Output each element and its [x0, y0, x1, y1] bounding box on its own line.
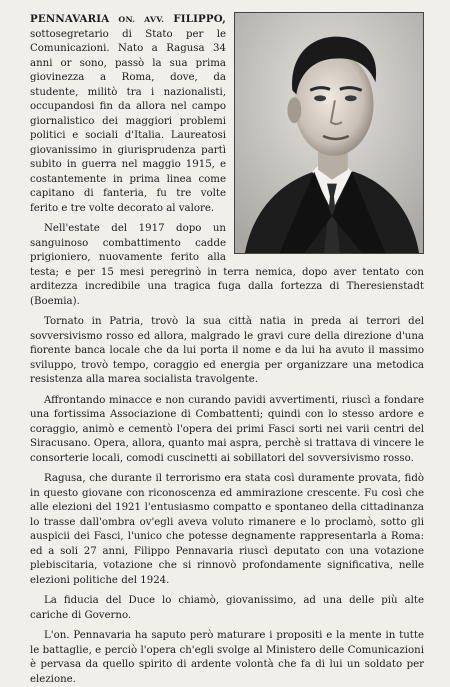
paragraph-7: L'on. Pennavaria ha saputo però maturare i propositi e la mente in tutte le battaglie, e perciò l'opera ch'egli svolge al Ministero delle Comunicazioni è pervasa da quello spirito di ardente volontà che fa di lui un soldato per elezione.: [30, 630, 424, 685]
name-given: FILIPPO,: [173, 13, 226, 25]
paragraph-6: La fiducia del Duce lo chiamò, giovanissimo, ad una delle più alte cariche di Governo.: [30, 595, 424, 621]
paragraph-4: Affrontando minacce e non curando pavidi avvertimenti, riuscì a fondare una fortissima Associazione di Combattenti; quindi con lo stesso ardore e coraggio, animò e cementò l'opera dei primi Fasci sorti nei varii centri del Siracusano. Opera, allora, quanto mai aspra, perchè si trattava di vincere le consorterie locali, comodi cuscinetti ai sobillatori del sovversivismo rosso.: [30, 394, 424, 464]
name-honorific: ON. AVV.: [118, 15, 165, 24]
paragraph-1-text: sottosegretario di Stato per le Comunicazioni. Nato a Ragusa 34 anni or sono, passò la sua prima giovinezza a Roma, dove, da studente, militò tra i nazionalisti, occupandosi fin da allora nel campo giornalistico dei maggiori problemi politici e sociali d'Italia. Laureatosi giovanissimo in giurisprudenza partì subito in guerra nel maggio 1915, e costantemente in prima linea come capitano di fanteria, fu tre volte ferito e tre volte decorato al valore.: [30, 28, 226, 214]
name-surname: PENNAVARIA: [30, 13, 110, 25]
paragraph-3: Tornato in Patria, trovò la sua città natia in preda ai terrori del sovversivismo rosso ed allora, malgrado le gravi cure della direzione d'una fiorente banca locale che da lui porta il nome e da lui ha avuto il massimo sviluppo, trovò tempo, coraggio ed energia per organizzare una metodica resistenza alla marea socialista travolgente.: [30, 316, 424, 385]
paragraph-2: Nell'estate del 1917 dopo un sanguinoso combattimento cadde prigioniero, nuovamente ferito alla testa; e per 15 mesi peregrinò in terra nemica, dopo aver tentato con arditezza incredibile una tragica fuga dalla fortezza di Theresienstadt (Boemia).: [30, 223, 424, 307]
paragraph-5: Ragusa, che durante il terrorismo era stata così duramente provata, fidò in questo giovane con riconoscenza ed ammirazione crescente. Fu così che alle elezioni del 1921 l'entusiasmo compatto e spontaneo della cittadinanza lo trasse dall'ombra ov'egli aveva voluto rimanere e lo proclamò, sotto gli auspicii dei Fasci, l'unico che potesse degnamente rappresentarla a Roma: ed a soli 27 anni, Filippo Pennavaria riuscì deputato con una votazione plebiscitaria, votazione che si rinnovò profondamente significativa, nelle elezioni politiche del 1924.: [30, 473, 424, 586]
portrait-illustration: [235, 13, 423, 253]
portrait-photo: [234, 12, 424, 254]
